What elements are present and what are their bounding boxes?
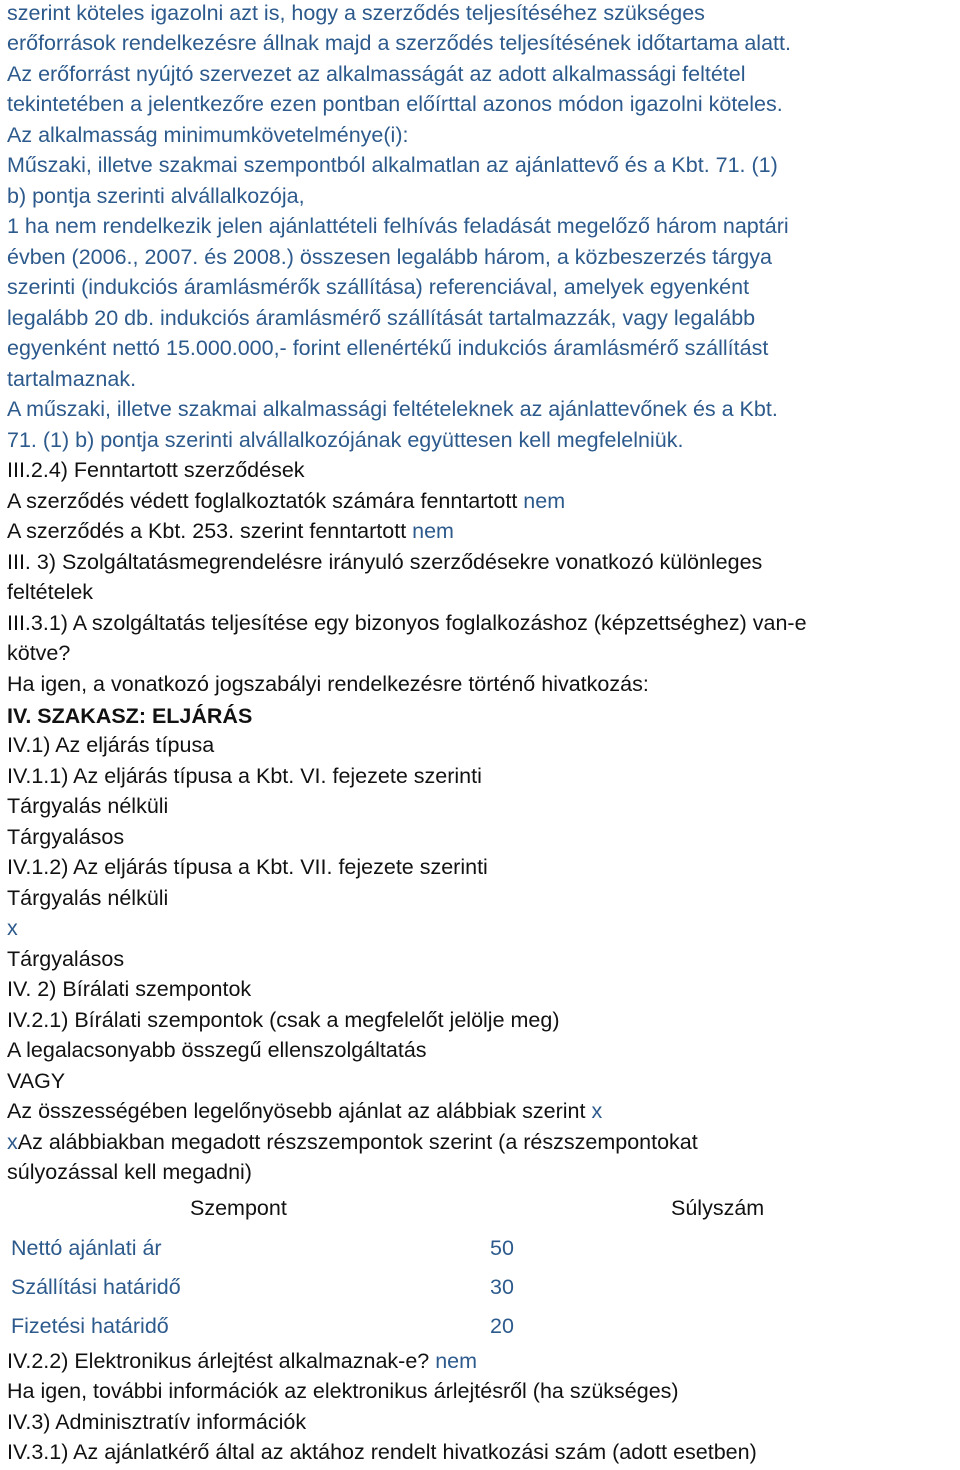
text-line: 71. (1) b) pontja szerinti alvállalkozójának együttesen kell megfelelniük. [7, 428, 684, 452]
table-cell-weight: 30 [490, 1275, 514, 1299]
selection-mark: x [591, 1099, 603, 1123]
text-line: A műszaki, illetve szakmai alkalmassági feltételeknek az ajánlattevőnek és a Kbt. [7, 397, 778, 421]
text-segment: Az alábbiakban megadott részszempontok szerint (a részszempontokat [17, 1130, 698, 1154]
section-title: IV. SZAKASZ: ELJÁRÁS [7, 704, 253, 728]
selection-mark: x [7, 916, 18, 940]
option-label: Tárgyalás nélküli [7, 886, 169, 910]
text-line: Ha igen, a vonatkozó jogszabályi rendelkezésre történő hivatkozás: [7, 672, 649, 696]
section-heading: IV.3.1) Az ajánlatkérő által az aktához rendelt hivatkozási szám (adott esetben) [7, 1440, 757, 1464]
section-heading: IV. 2) Bírálati szempontok [7, 977, 252, 1001]
section-heading: kötve? [7, 641, 71, 665]
option-label: A legalacsonyabb összegű ellenszolgáltatás [7, 1038, 427, 1062]
section-heading: IV.1.2) Az eljárás típusa a Kbt. VII. fejezete szerinti [7, 855, 488, 879]
answer-value: nem [523, 489, 566, 513]
text-line [7, 488, 565, 514]
text-line: Ha igen, további információk az elektronikus árlejtésről (ha szükséges) [7, 1379, 679, 1403]
text-segment: IV.2.2) Elektronikus árlejtést alkalmaznak-e? [7, 1349, 436, 1373]
text-line: súlyozással kell megadni) [7, 1160, 252, 1184]
table-cell-criterion: Fizetési határidő [11, 1314, 169, 1338]
option-label: Tárgyalásos [7, 825, 125, 849]
text-segment: A szerződés a Kbt. 253. szerint fenntartott [7, 519, 413, 543]
section-heading: IV.1) Az eljárás típusa [7, 733, 215, 757]
section-heading: IV.1.1) Az eljárás típusa a Kbt. VI. fejezete szerinti [7, 764, 482, 788]
section-heading: IV.3) Adminisztratív információk [7, 1410, 307, 1434]
table-header-criterion: Szempont [190, 1196, 287, 1220]
text-line: Az erőforrást nyújtó szervezet az alkalmasságát az adott alkalmassági feltétel [7, 62, 746, 86]
text-segment: A szerződés védett foglalkoztatók számára fenntartott [7, 489, 524, 513]
table-cell-criterion: Szállítási határidő [11, 1275, 181, 1299]
table-cell-criterion: Nettó ajánlati ár [11, 1236, 162, 1260]
section-heading: III.2.4) Fenntartott szerződések [7, 458, 305, 482]
section-heading: III. 3) Szolgáltatásmegrendelésre irányuló szerződésekre vonatkozó különleges [7, 550, 763, 574]
text-line: Az alkalmasság minimumkövetelménye(i): [7, 123, 409, 147]
text-line: tekintetében a jelentkezőre ezen pontban előírttal azonos módon igazolni köteles. [7, 92, 783, 116]
text-line: tartalmaznak. [7, 367, 137, 391]
table-cell-weight: 20 [490, 1314, 514, 1338]
text-segment: Az összességében legelőnyösebb ajánlat az alábbiak szerint [7, 1099, 592, 1123]
text-line: szerint köteles igazolni azt is, hogy a szerződés teljesítéséhez szükséges [7, 1, 705, 25]
text-line: b) pontja szerinti alvállalkozója, [7, 184, 305, 208]
option-label [7, 1129, 698, 1155]
answer-value: nem [435, 1349, 478, 1373]
selection-mark: x [7, 1130, 18, 1154]
section-heading: IV.2.1) Bírálati szempontok (csak a megfelelőt jelölje meg) [7, 1008, 560, 1032]
text-line: szerinti (indukciós áramlásmérők szállítása) referenciával, amelyek egyenként [7, 275, 750, 299]
text-line [7, 244, 772, 270]
answer-value: nem [412, 519, 454, 543]
section-heading: III.3.1) A szolgáltatás teljesítése egy bizonyos foglalkozáshoz (képzettséghez) van-e [7, 611, 807, 635]
option-label: Tárgyalás nélküli [7, 794, 169, 818]
option-label: Tárgyalásos [7, 947, 125, 971]
option-label: VAGY [7, 1069, 66, 1093]
table-cell-weight: 50 [490, 1236, 514, 1260]
text-line: erőforrások rendelkezésre állnak majd a szerződés teljesítésének időtartama alatt. [7, 31, 791, 55]
text-line: legalább 20 db. indukciós áramlásmérő szállítását tartalmazzák, vagy legalább [7, 306, 756, 330]
text-line [7, 518, 454, 544]
text-line: 1 ha nem rendelkezik jelen ajánlattételi felhívás feladását megelőző három naptári [7, 214, 789, 238]
option-label [7, 1098, 602, 1124]
section-heading: feltételek [7, 580, 94, 604]
text-line: egyenként nettó 15.000.000,- forint ellenértékű indukciós áramlásmérő szállítást [7, 336, 769, 360]
text-segment: évben (2006., 2007. és 2008. [7, 245, 287, 269]
section-heading [7, 1348, 477, 1374]
text-segment: ) összesen legalább három, a közbeszerzés tárgya [286, 245, 772, 269]
table-header-weight: Súlyszám [671, 1196, 765, 1220]
text-line: Műszaki, illetve szakmai szempontból alkalmatlan az ajánlattevő és a Kbt. 71. (1) [7, 153, 778, 177]
